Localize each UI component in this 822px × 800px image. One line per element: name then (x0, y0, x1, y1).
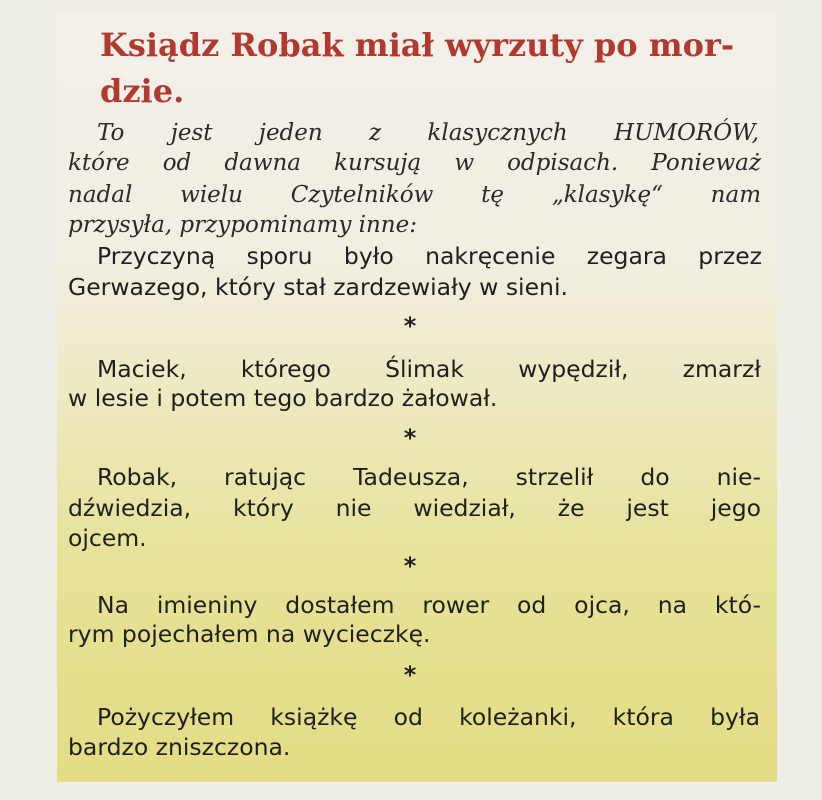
joke-line: dźwiedzia, który nie wiedział, że jest jego (68, 494, 761, 522)
joke-line: Przyczyną sporu było nakręcenie zegara przez (97, 242, 762, 270)
title-line: Ksiądz Robak miał wyrzuty po mor- (100, 26, 735, 64)
separator-star: * (403, 552, 417, 580)
intro-line: To jest jeden z klasycznych HUMORÓW, (97, 120, 759, 146)
joke-line: bardzo zniszczona. (68, 733, 291, 761)
joke-line: w lesie i potem tego bardzo żałował. (68, 384, 498, 412)
separator-star: * (403, 312, 417, 340)
joke-line: Na imieniny dostałem rower od ojca, na któ- (97, 591, 761, 619)
joke-line: Gerwazego, który stał zardzewiały w sieni. (68, 273, 568, 301)
joke-line: Robak, ratując Tadeusza, strzelił do nie- (97, 463, 761, 491)
separator-star: * (403, 661, 417, 689)
joke-line: rym pojechałem na wycieczkę. (68, 620, 431, 648)
intro-line: które od dawna kursują w odpisach. Ponieważ (68, 150, 761, 176)
intro-line: nadal wielu Czytelników tę „klasykę“ nam (68, 182, 761, 208)
article-title (100, 22, 760, 114)
joke-line: ojcem. (68, 524, 147, 552)
separator-star: * (403, 424, 417, 452)
joke-line: Pożyczyłem książkę od koleżanki, która była (97, 703, 760, 731)
intro-line: przysyła, przypominamy inne: (68, 212, 417, 238)
joke-line: Maciek, którego Ślimak wypędził, zmarzł (97, 355, 761, 383)
title-line: dzie. (100, 72, 185, 110)
